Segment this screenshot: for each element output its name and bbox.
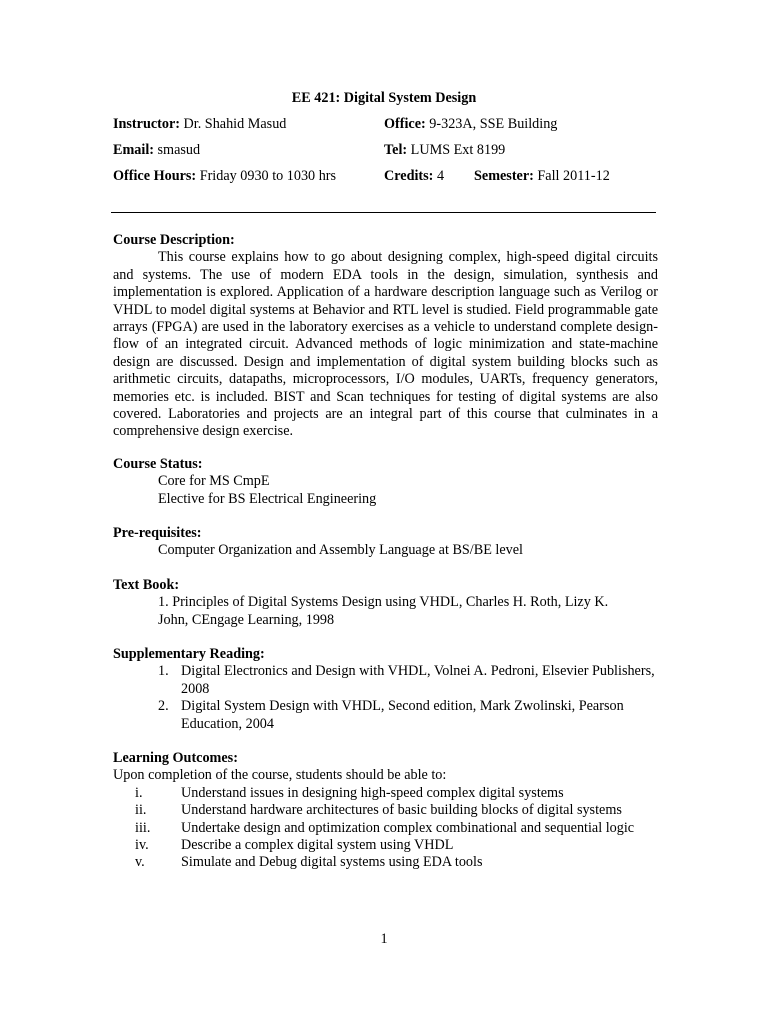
learning-outcomes-section bbox=[113, 750, 658, 872]
list-item bbox=[113, 785, 658, 802]
tel-value: LUMS Ext 8199 bbox=[410, 142, 506, 158]
list-item bbox=[113, 837, 658, 854]
list-item-text: Describe a complex digital system using VHDL bbox=[181, 837, 454, 854]
list-item-number: 1. bbox=[158, 663, 169, 680]
textbook-section bbox=[113, 577, 658, 629]
list-item-number: 2. bbox=[158, 698, 169, 715]
list-item bbox=[113, 663, 658, 698]
learning-outcomes-heading: Learning Outcomes: bbox=[113, 750, 238, 766]
supplementary-reading-heading: Supplementary Reading: bbox=[113, 646, 265, 662]
instructor-label: Instructor: bbox=[113, 116, 180, 132]
textbook-heading: Text Book: bbox=[113, 577, 180, 593]
textbook-line: John, CEngage Learning, 1998 bbox=[158, 611, 335, 628]
list-item bbox=[113, 854, 658, 871]
prerequisites-heading: Pre-requisites: bbox=[113, 525, 202, 541]
list-item bbox=[113, 698, 658, 733]
header-divider bbox=[111, 212, 656, 213]
supplementary-reading-list bbox=[113, 663, 658, 733]
list-item-number: ii. bbox=[135, 802, 147, 819]
course-status-section bbox=[113, 456, 658, 508]
course-status-line: Core for MS CmpE bbox=[158, 473, 270, 490]
learning-outcomes-intro: Upon completion of the course, students should be able to: bbox=[113, 767, 447, 784]
office-hours-field bbox=[113, 168, 336, 185]
tel-label: Tel: bbox=[384, 142, 408, 158]
credits-field bbox=[384, 168, 444, 185]
email-value: smasud bbox=[157, 142, 201, 158]
office-hours-label: Office Hours: bbox=[113, 168, 197, 184]
office-hours-value: Friday 0930 to 1030 hrs bbox=[199, 168, 337, 184]
prerequisites-text: Computer Organization and Assembly Language at BS/BE level bbox=[158, 542, 523, 559]
list-item-number: iii. bbox=[135, 819, 151, 836]
prerequisites-section bbox=[113, 525, 658, 560]
supplementary-reading-section bbox=[113, 646, 658, 733]
list-item-text: Digital Electronics and Design with VHDL, Volnei A. Pedroni, Elsevier Publishers, 2008 bbox=[181, 663, 655, 697]
course-description-heading: Course Description: bbox=[113, 232, 235, 248]
course-status-heading: Course Status: bbox=[113, 456, 203, 472]
instructor-field bbox=[113, 116, 286, 133]
credits-label: Credits: bbox=[384, 168, 434, 184]
list-item-text: Simulate and Debug digital systems using EDA tools bbox=[181, 854, 483, 871]
semester-field bbox=[474, 168, 610, 185]
semester-value: Fall 2011-12 bbox=[537, 168, 610, 184]
course-description-section bbox=[113, 232, 658, 441]
course-title: EE 421: Digital System Design bbox=[291, 90, 477, 106]
office-label: Office: bbox=[384, 116, 426, 132]
list-item-text: Undertake design and optimization complex combinational and sequential logic bbox=[181, 819, 635, 836]
instructor-value: Dr. Shahid Masud bbox=[183, 116, 287, 132]
list-item-text: Digital System Design with VHDL, Second edition, Mark Zwolinski, Pearson Education, 2004 bbox=[181, 698, 624, 732]
list-item-number: v. bbox=[135, 854, 145, 871]
office-value: 9-323A, SSE Building bbox=[429, 116, 558, 132]
page-number: 1 bbox=[380, 931, 388, 947]
textbook-line: 1. Principles of Digital Systems Design using VHDL, Charles H. Roth, Lizy K. bbox=[158, 594, 609, 611]
list-item-text: Understand issues in designing high-speed complex digital systems bbox=[181, 784, 564, 801]
list-item-text: Understand hardware architectures of basic building blocks of digital systems bbox=[181, 802, 622, 819]
list-item bbox=[113, 820, 658, 837]
list-item-number: i. bbox=[135, 784, 143, 801]
course-description-text: This course explains how to go about designing complex, high-speed digital circuits and systems. The use of modern EDA tools in the design, simulation, synthesis and implementation is explored. Application of a hardware description language such as Verilog or VHDL to model digital systems at Behavior and RTL level is studied. Field programmable gate arrays (FPGA) are used in the laboratory exercises as a vehicle to understand complete design-flow of an integrated circuit. Advanced methods of logic minimization and state-machine design are discussed. Design and implementation of digital system building blocks such as arithmetic circuits, datapaths, microprocessors, I/O modules, UARTs, frequency generators, memories etc. is included. BIST and Scan techniques for testing of digital systems are also covered. Laboratories and projects are an integral part of this course that culminates in a comprehensive design exercise. bbox=[113, 249, 658, 440]
office-field bbox=[384, 116, 557, 133]
learning-outcomes-list bbox=[113, 785, 658, 872]
email-label: Email: bbox=[113, 142, 154, 158]
credits-value: 4 bbox=[436, 168, 445, 184]
list-item-number: iv. bbox=[135, 837, 149, 854]
tel-field bbox=[384, 142, 505, 159]
course-status-line: Elective for BS Electrical Engineering bbox=[158, 490, 377, 507]
email-field bbox=[113, 142, 200, 159]
list-item bbox=[113, 802, 658, 819]
semester-label: Semester: bbox=[474, 168, 534, 184]
